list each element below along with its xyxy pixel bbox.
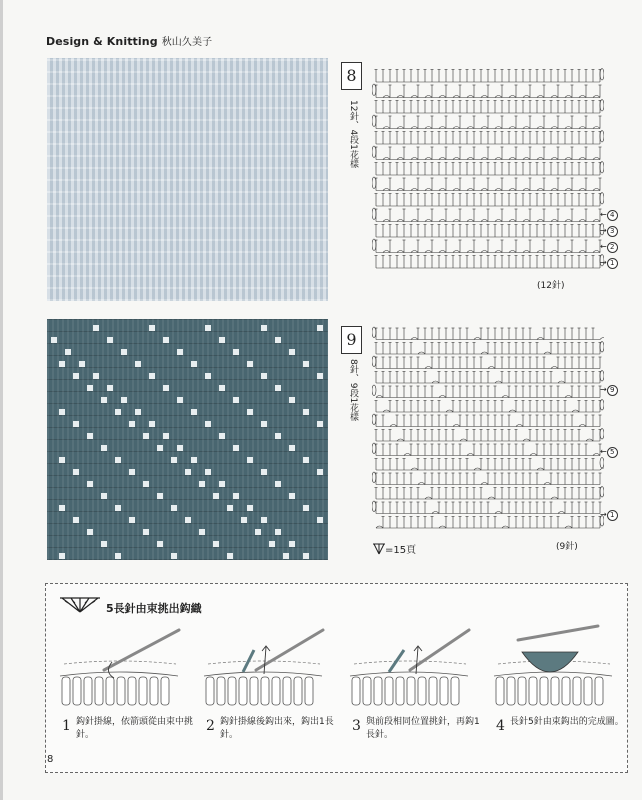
eyelet bbox=[59, 553, 65, 559]
step-number: 4 bbox=[496, 718, 505, 734]
eyelet bbox=[171, 553, 177, 559]
step-number: 2 bbox=[206, 718, 215, 734]
pattern-9-stitch-count: (9針) bbox=[556, 542, 578, 552]
fabric-stitch bbox=[518, 677, 526, 705]
technique-step-1 bbox=[54, 622, 194, 740]
fabric-stitch bbox=[128, 677, 136, 705]
eyelet bbox=[185, 517, 191, 523]
eyelet bbox=[303, 505, 309, 511]
row-arrow: ← bbox=[600, 242, 607, 251]
eyelet bbox=[289, 541, 295, 547]
step-number: 3 bbox=[352, 718, 361, 734]
eyelet bbox=[163, 337, 169, 343]
eyelet bbox=[317, 325, 323, 331]
row-number: 3 bbox=[607, 226, 618, 237]
eyelet bbox=[303, 409, 309, 415]
fabric-stitch bbox=[540, 677, 548, 705]
symbol-note bbox=[373, 541, 416, 556]
eyelet bbox=[261, 373, 267, 379]
technique-step-3 bbox=[344, 622, 480, 740]
fabric-stitch bbox=[584, 677, 592, 705]
eyelet bbox=[219, 481, 225, 487]
fabric-stitch bbox=[217, 677, 225, 705]
step-text: 鈎針掛線，依箭頭從由束中挑針。 bbox=[76, 717, 194, 740]
eyelet bbox=[247, 361, 253, 367]
chain-arc bbox=[383, 96, 390, 98]
eyelet bbox=[219, 385, 225, 391]
eyelet bbox=[205, 325, 211, 331]
row-arrow: → bbox=[600, 510, 607, 519]
eyelet bbox=[157, 493, 163, 499]
pattern-9-description: 8針、9段1花樣 bbox=[348, 359, 358, 422]
fabric-stitch bbox=[139, 677, 147, 705]
fabric-stitch bbox=[150, 677, 158, 705]
technique-step-2 bbox=[198, 622, 334, 740]
pattern-8-description: 12針、4段1花樣 bbox=[348, 100, 358, 168]
eyelet bbox=[73, 469, 79, 475]
eyelet bbox=[157, 541, 163, 547]
eyelet bbox=[177, 445, 183, 451]
crochet-hook bbox=[518, 626, 598, 640]
pattern-9-number: 9 bbox=[341, 326, 362, 354]
eyelet bbox=[135, 361, 141, 367]
chain-arc bbox=[397, 96, 404, 98]
eyelet bbox=[59, 457, 65, 463]
turning-chain bbox=[372, 443, 376, 454]
eyelet bbox=[185, 469, 191, 475]
step-text: 鈎針掛線後鈎出來，鈎出1長針。 bbox=[220, 717, 334, 740]
eyelet bbox=[115, 409, 121, 415]
chain-arc bbox=[467, 96, 474, 98]
pattern-8-crochet-chart bbox=[372, 58, 604, 280]
fabric-stitch bbox=[62, 677, 70, 705]
fabric-stitch bbox=[73, 677, 81, 705]
row-arrow: ← bbox=[600, 210, 607, 219]
fabric-stitch bbox=[496, 677, 504, 705]
eyelet bbox=[275, 481, 281, 487]
row-arrow: → bbox=[600, 385, 607, 394]
fabric-stitch bbox=[562, 677, 570, 705]
eyelet bbox=[205, 373, 211, 379]
turning-chain bbox=[372, 327, 376, 338]
technique-step-4 bbox=[488, 622, 624, 734]
eyelet bbox=[59, 505, 65, 511]
eyelet bbox=[149, 373, 155, 379]
five-treble-cluster-icon bbox=[60, 596, 100, 614]
fabric-top-edge bbox=[204, 672, 322, 676]
turning-chain bbox=[600, 458, 604, 469]
eyelet bbox=[101, 397, 107, 403]
turning-chain bbox=[372, 356, 376, 367]
fabric-stitch bbox=[595, 677, 603, 705]
fabric-stitch bbox=[106, 677, 114, 705]
turning-chain bbox=[372, 177, 376, 189]
fabric-stitch bbox=[451, 677, 459, 705]
chain-arc bbox=[453, 96, 460, 98]
eyelet bbox=[205, 469, 211, 475]
turning-chain bbox=[600, 69, 604, 81]
pattern-9-swatch-photo bbox=[47, 319, 328, 560]
fabric-stitch bbox=[363, 677, 371, 705]
turning-chain bbox=[600, 131, 604, 143]
fabric-stitch bbox=[418, 677, 426, 705]
chain-arc bbox=[425, 96, 432, 98]
eyelet bbox=[275, 337, 281, 343]
eyelet bbox=[87, 385, 93, 391]
turning-chain bbox=[372, 115, 376, 127]
row-arrow: → bbox=[600, 258, 607, 267]
fabric-stitch bbox=[440, 677, 448, 705]
row-number: 5 bbox=[607, 447, 618, 458]
eyelet bbox=[73, 421, 79, 427]
page-edge bbox=[0, 0, 3, 800]
row-number: 4 bbox=[607, 210, 618, 221]
eyelet bbox=[115, 553, 121, 559]
turning-chain bbox=[600, 487, 604, 498]
eyelet bbox=[261, 517, 267, 523]
eyelet bbox=[275, 385, 281, 391]
turning-chain bbox=[372, 414, 376, 425]
pull-arrow bbox=[416, 647, 418, 674]
eyelet bbox=[219, 433, 225, 439]
eyelet bbox=[261, 421, 267, 427]
eyelet bbox=[191, 457, 197, 463]
eyelet bbox=[51, 337, 57, 343]
eyelet bbox=[101, 493, 107, 499]
eyelet bbox=[283, 553, 289, 559]
eyelet bbox=[87, 481, 93, 487]
chain-arc bbox=[509, 96, 516, 98]
eyelet bbox=[135, 409, 141, 415]
fabric-stitch bbox=[228, 677, 236, 705]
eyelet bbox=[213, 493, 219, 499]
fabric-stitch bbox=[272, 677, 280, 705]
fabric-stitch bbox=[374, 677, 382, 705]
eyelet bbox=[59, 361, 65, 367]
fabric-stitch bbox=[551, 677, 559, 705]
eyelet bbox=[213, 541, 219, 547]
row-number: 2 bbox=[607, 242, 618, 253]
turning-chain bbox=[372, 239, 376, 251]
eyelet bbox=[289, 349, 295, 355]
header-title: Design & Knitting bbox=[46, 35, 158, 48]
eyelet bbox=[115, 505, 121, 511]
step-1-illustration bbox=[54, 622, 184, 712]
eyelet bbox=[227, 505, 233, 511]
page-number: 8 bbox=[47, 754, 54, 765]
step-4-illustration bbox=[488, 622, 618, 712]
pattern-8-number: 8 bbox=[341, 62, 362, 90]
eyelet bbox=[73, 373, 79, 379]
eyelet bbox=[87, 433, 93, 439]
turning-chain bbox=[600, 100, 604, 112]
turning-chain bbox=[600, 193, 604, 205]
eyelet bbox=[241, 517, 247, 523]
fabric-stitch bbox=[95, 677, 103, 705]
eyelet bbox=[177, 397, 183, 403]
eyelet bbox=[121, 397, 127, 403]
pattern-8-stitch-count: (12針) bbox=[537, 281, 565, 291]
turning-chain bbox=[600, 429, 604, 440]
fabric-stitch bbox=[117, 677, 125, 705]
eyelet bbox=[247, 457, 253, 463]
turning-chain bbox=[600, 162, 604, 174]
eyelet bbox=[129, 421, 135, 427]
eyelet bbox=[93, 373, 99, 379]
fabric-stitch bbox=[250, 677, 258, 705]
eyelet bbox=[191, 409, 197, 415]
pattern-9-crochet-chart bbox=[372, 320, 604, 536]
eyelet bbox=[107, 337, 113, 343]
chain-arc bbox=[579, 96, 586, 98]
eyelet bbox=[115, 457, 121, 463]
eyelet bbox=[205, 421, 211, 427]
eyelet bbox=[199, 481, 205, 487]
eyelet bbox=[93, 325, 99, 331]
eyelet bbox=[317, 373, 323, 379]
eyelet bbox=[255, 529, 261, 535]
fabric-stitch bbox=[507, 677, 515, 705]
fabric-stitch bbox=[305, 677, 313, 705]
row-number: 9 bbox=[607, 385, 618, 396]
eyelet bbox=[233, 349, 239, 355]
technique-panel bbox=[45, 583, 628, 773]
eyelet bbox=[275, 529, 281, 535]
eyelet bbox=[303, 457, 309, 463]
eyelet bbox=[303, 553, 309, 559]
eyelet bbox=[289, 397, 295, 403]
eyelet bbox=[143, 529, 149, 535]
eyelet-pattern bbox=[47, 319, 328, 560]
row-number: 1 bbox=[607, 258, 618, 269]
technique-title: 5長針由束挑出鈎織 bbox=[106, 602, 202, 615]
fabric-stitch bbox=[385, 677, 393, 705]
eyelet bbox=[247, 409, 253, 415]
chain-arc bbox=[593, 96, 600, 98]
eyelet bbox=[317, 517, 323, 523]
eyelet bbox=[303, 361, 309, 367]
eyelet bbox=[143, 481, 149, 487]
turning-chain bbox=[372, 84, 376, 96]
fabric-stitch bbox=[407, 677, 415, 705]
eyelet bbox=[227, 553, 233, 559]
fabric-stitch bbox=[429, 677, 437, 705]
eyelet bbox=[233, 493, 239, 499]
fabric-stitch bbox=[161, 677, 169, 705]
eyelet bbox=[107, 385, 113, 391]
step-2-illustration bbox=[198, 622, 328, 712]
fabric-stitch bbox=[261, 677, 269, 705]
turning-chain bbox=[372, 385, 376, 396]
fabric-top-edge bbox=[494, 672, 612, 676]
fabric-top-edge bbox=[350, 672, 468, 676]
crochet-hook bbox=[410, 630, 469, 670]
step-text: 長針5針由束鈎出的完成圖。 bbox=[510, 717, 624, 727]
eyelet bbox=[129, 469, 135, 475]
fabric-stitch bbox=[352, 677, 360, 705]
turning-chain bbox=[372, 208, 376, 220]
eyelet bbox=[317, 421, 323, 427]
eyelet bbox=[149, 325, 155, 331]
chain-arc bbox=[481, 96, 488, 98]
eyelet bbox=[199, 529, 205, 535]
eyelet bbox=[79, 361, 85, 367]
row-number: 1 bbox=[607, 510, 618, 521]
chain-arc bbox=[600, 338, 604, 340]
eyelet bbox=[191, 361, 197, 367]
page-header bbox=[46, 33, 212, 48]
eyelet bbox=[219, 337, 225, 343]
eyelet bbox=[261, 325, 267, 331]
turning-chain bbox=[372, 501, 376, 512]
chain-arc bbox=[411, 96, 418, 98]
step-number: 1 bbox=[62, 718, 71, 734]
fabric-stitch bbox=[396, 677, 404, 705]
eyelet bbox=[261, 469, 267, 475]
five-treble-shell bbox=[522, 652, 578, 672]
fabric-top-edge bbox=[60, 672, 178, 676]
eyelet bbox=[101, 541, 107, 547]
fabric-stitch bbox=[283, 677, 291, 705]
treble-cluster-icon bbox=[373, 543, 385, 555]
step-3-illustration bbox=[344, 622, 474, 712]
chain-arc bbox=[537, 96, 544, 98]
eyelet bbox=[163, 385, 169, 391]
turning-chain bbox=[372, 472, 376, 483]
chain-arc bbox=[551, 96, 558, 98]
turning-chain bbox=[600, 342, 604, 353]
step-text: 與前段相同位置挑針，再鈎1長針。 bbox=[366, 717, 480, 740]
eyelet bbox=[121, 349, 127, 355]
eyelet bbox=[149, 421, 155, 427]
pull-arrow bbox=[264, 647, 266, 674]
eyelet bbox=[233, 445, 239, 451]
eyelet bbox=[65, 349, 71, 355]
eyelet bbox=[163, 433, 169, 439]
fabric-stitch bbox=[294, 677, 302, 705]
turning-chain bbox=[600, 400, 604, 411]
eyelet bbox=[101, 445, 107, 451]
eyelet bbox=[269, 541, 275, 547]
crochet-hook bbox=[104, 630, 179, 670]
turning-chain bbox=[600, 371, 604, 382]
eyelet bbox=[233, 397, 239, 403]
eyelet bbox=[87, 529, 93, 535]
chain-arc bbox=[495, 96, 502, 98]
chain-arc bbox=[523, 96, 530, 98]
fabric-stitch bbox=[529, 677, 537, 705]
eyelet bbox=[73, 517, 79, 523]
eyelet bbox=[59, 409, 65, 415]
chain-arc bbox=[439, 96, 446, 98]
eyelet bbox=[129, 517, 135, 523]
fabric-stitch bbox=[84, 677, 92, 705]
previous-row-chain bbox=[354, 661, 466, 664]
pattern-8-swatch-photo bbox=[47, 58, 328, 301]
row-arrow: → bbox=[600, 226, 607, 235]
eyelet bbox=[275, 433, 281, 439]
eyelet bbox=[171, 457, 177, 463]
eyelet bbox=[289, 493, 295, 499]
symbol-note-text: =15頁 bbox=[385, 545, 417, 556]
fabric-stitch bbox=[573, 677, 581, 705]
fabric-stitch bbox=[239, 677, 247, 705]
row-arrow: ← bbox=[600, 447, 607, 456]
turning-chain bbox=[372, 146, 376, 158]
chain-arc bbox=[565, 96, 572, 98]
eyelet bbox=[143, 433, 149, 439]
eyelet bbox=[247, 505, 253, 511]
eyelet bbox=[171, 505, 177, 511]
eyelet bbox=[157, 445, 163, 451]
eyelet bbox=[317, 469, 323, 475]
header-author: 秋山久美子 bbox=[161, 37, 213, 48]
fabric-stitch bbox=[206, 677, 214, 705]
eyelet bbox=[289, 445, 295, 451]
eyelet bbox=[177, 349, 183, 355]
